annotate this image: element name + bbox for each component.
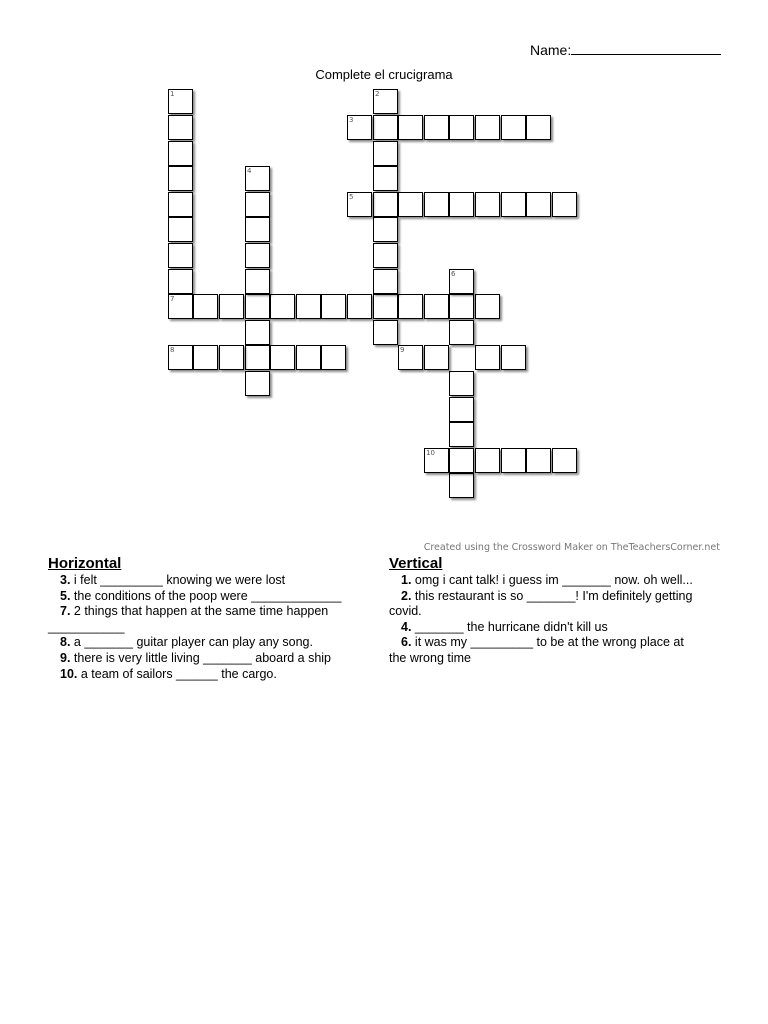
clue-text: there is very little living _______ aboard a ship	[70, 650, 332, 665]
crossword-cell[interactable]	[245, 217, 270, 242]
crossword-cell[interactable]	[424, 448, 449, 473]
crossword-cell[interactable]	[424, 294, 449, 319]
crossword-cell[interactable]	[398, 345, 423, 370]
crossword-cell[interactable]	[321, 294, 346, 319]
crossword-cell[interactable]	[245, 166, 270, 191]
crossword-cell[interactable]	[219, 345, 244, 370]
clue-text: a _______ guitar player can play any song.	[70, 635, 313, 650]
crossword-cell[interactable]	[296, 294, 321, 319]
clue-item	[48, 604, 368, 620]
crossword-cell[interactable]	[449, 397, 474, 422]
crossword-cell[interactable]	[168, 294, 193, 319]
crossword-cell[interactable]	[373, 166, 398, 191]
cell-number: 4	[247, 167, 252, 175]
crossword-cell[interactable]	[449, 294, 474, 319]
crossword-cell[interactable]	[373, 217, 398, 242]
crossword-cell[interactable]	[475, 294, 500, 319]
cell-number: 5	[349, 193, 354, 201]
cell-number: 8	[170, 346, 175, 354]
crossword-cell[interactable]	[347, 115, 372, 140]
cell-number: 1	[170, 90, 175, 98]
clue-item	[389, 604, 719, 620]
credit-text: Created using the Crossword Maker on TheTeachersCorner.net	[423, 542, 720, 553]
crossword-cell[interactable]	[424, 192, 449, 217]
crossword-cell[interactable]	[373, 269, 398, 294]
cell-number: 7	[170, 295, 175, 303]
clue-number: 6.	[401, 635, 412, 650]
crossword-cell[interactable]	[296, 345, 321, 370]
horizontal-clues	[48, 555, 368, 682]
crossword-cell[interactable]	[219, 294, 244, 319]
crossword-cell[interactable]	[245, 192, 270, 217]
crossword-cell[interactable]	[475, 345, 500, 370]
clue-text: a team of sailors ______ the cargo.	[77, 666, 277, 681]
crossword-cell[interactable]	[373, 192, 398, 217]
crossword-cell[interactable]	[449, 269, 474, 294]
crossword-cell[interactable]	[526, 115, 551, 140]
crossword-cell[interactable]	[373, 115, 398, 140]
clue-number: 9.	[60, 650, 71, 665]
clue-number: 4.	[401, 619, 412, 634]
crossword-cell[interactable]	[526, 192, 551, 217]
clue-number: 5.	[60, 588, 71, 603]
clue-number: 1.	[401, 573, 412, 587]
crossword-cell[interactable]	[501, 115, 526, 140]
cell-number: 10	[426, 449, 435, 457]
clue-number: 7.	[60, 604, 71, 619]
crossword-cell[interactable]	[398, 192, 423, 217]
crossword-cell[interactable]	[193, 345, 218, 370]
crossword-cell[interactable]	[501, 345, 526, 370]
clue-item	[48, 589, 368, 605]
crossword-cell[interactable]	[245, 371, 270, 396]
clue-item	[48, 667, 368, 683]
clue-text: omg i cant talk! i guess im _______ now. oh well...	[411, 573, 693, 587]
crossword-cell[interactable]	[475, 192, 500, 217]
crossword-cell[interactable]	[449, 448, 474, 473]
clue-number: 3.	[60, 573, 71, 587]
clue-number: 8.	[60, 635, 71, 650]
cell-number: 9	[400, 346, 405, 354]
crossword-cell[interactable]	[270, 294, 295, 319]
clue-text: _______ the hurricane didn't kill us	[411, 619, 608, 634]
cell-number: 3	[349, 116, 354, 124]
crossword-cell[interactable]	[168, 345, 193, 370]
crossword-cell[interactable]	[245, 345, 270, 370]
crossword-cell[interactable]	[245, 320, 270, 345]
clue-item	[48, 573, 368, 589]
clue-item	[389, 651, 719, 667]
crossword-cell[interactable]	[475, 448, 500, 473]
crossword-cell[interactable]	[449, 473, 474, 498]
crossword-cell[interactable]	[168, 115, 193, 140]
crossword-cell[interactable]	[552, 192, 577, 217]
cell-number: 6	[451, 270, 456, 278]
crossword-cell[interactable]	[501, 448, 526, 473]
clue-item	[389, 635, 719, 651]
crossword-cell[interactable]	[168, 217, 193, 242]
horizontal-clue-list	[48, 573, 368, 682]
clue-text: the conditions of the poop were _____________	[70, 588, 342, 603]
clue-item	[48, 651, 368, 667]
clue-text: covid.	[389, 604, 422, 619]
clue-item	[389, 589, 719, 605]
crossword-cell[interactable]	[245, 294, 270, 319]
crossword-cell[interactable]	[347, 192, 372, 217]
crossword-cell[interactable]	[449, 192, 474, 217]
crossword-cell[interactable]	[449, 371, 474, 396]
clue-text: it was my _________ to be at the wrong place at	[411, 635, 684, 650]
vertical-heading: Vertical	[389, 555, 443, 572]
crossword-cell[interactable]	[373, 89, 398, 114]
crossword-cell[interactable]	[245, 243, 270, 268]
crossword-cell[interactable]	[526, 448, 551, 473]
crossword-cell[interactable]	[193, 294, 218, 319]
crossword-cell[interactable]	[168, 89, 193, 114]
crossword-cell[interactable]	[373, 141, 398, 166]
clue-item	[48, 635, 368, 651]
crossword-cell[interactable]	[424, 115, 449, 140]
crossword-cell[interactable]	[373, 243, 398, 268]
crossword-cell[interactable]	[449, 115, 474, 140]
vertical-clue-list	[389, 573, 719, 667]
crossword-cell[interactable]	[321, 345, 346, 370]
page-title: Complete el crucigrama	[315, 67, 453, 82]
clue-item	[389, 620, 719, 636]
crossword-cell[interactable]	[449, 422, 474, 447]
crossword-cell[interactable]	[245, 269, 270, 294]
clue-number: 10.	[60, 666, 78, 681]
clue-text: 2 things that happen at the same time happen	[70, 604, 329, 619]
vertical-clues	[389, 555, 719, 667]
clue-number: 2.	[401, 588, 412, 603]
crossword-cell[interactable]	[424, 345, 449, 370]
crossword-cell[interactable]	[449, 320, 474, 345]
clue-text: ___________	[48, 619, 125, 634]
clue-item	[48, 620, 368, 636]
crossword-cell[interactable]	[398, 115, 423, 140]
clue-text: this restaurant is so _______! I'm definitely getting	[411, 588, 693, 603]
clue-item	[389, 573, 719, 589]
crossword-cell[interactable]	[373, 320, 398, 345]
crossword-cell[interactable]	[168, 166, 193, 191]
horizontal-heading: Horizontal	[48, 555, 122, 572]
crossword-cell[interactable]	[398, 294, 423, 319]
crossword-cell[interactable]	[168, 243, 193, 268]
name-label: Name:	[530, 42, 572, 58]
crossword-cell[interactable]	[168, 141, 193, 166]
crossword-cell[interactable]	[347, 294, 372, 319]
clue-text: i felt _________ knowing we were lost	[70, 573, 286, 587]
cell-number: 2	[375, 90, 380, 98]
clue-text: the wrong time	[389, 650, 471, 665]
crossword-cell[interactable]	[168, 192, 193, 217]
crossword-cell[interactable]	[270, 345, 295, 370]
crossword-cell[interactable]	[373, 294, 398, 319]
crossword-cell[interactable]	[501, 192, 526, 217]
crossword-cell[interactable]	[168, 269, 193, 294]
crossword-cell[interactable]	[552, 448, 577, 473]
crossword-cell[interactable]	[475, 115, 500, 140]
